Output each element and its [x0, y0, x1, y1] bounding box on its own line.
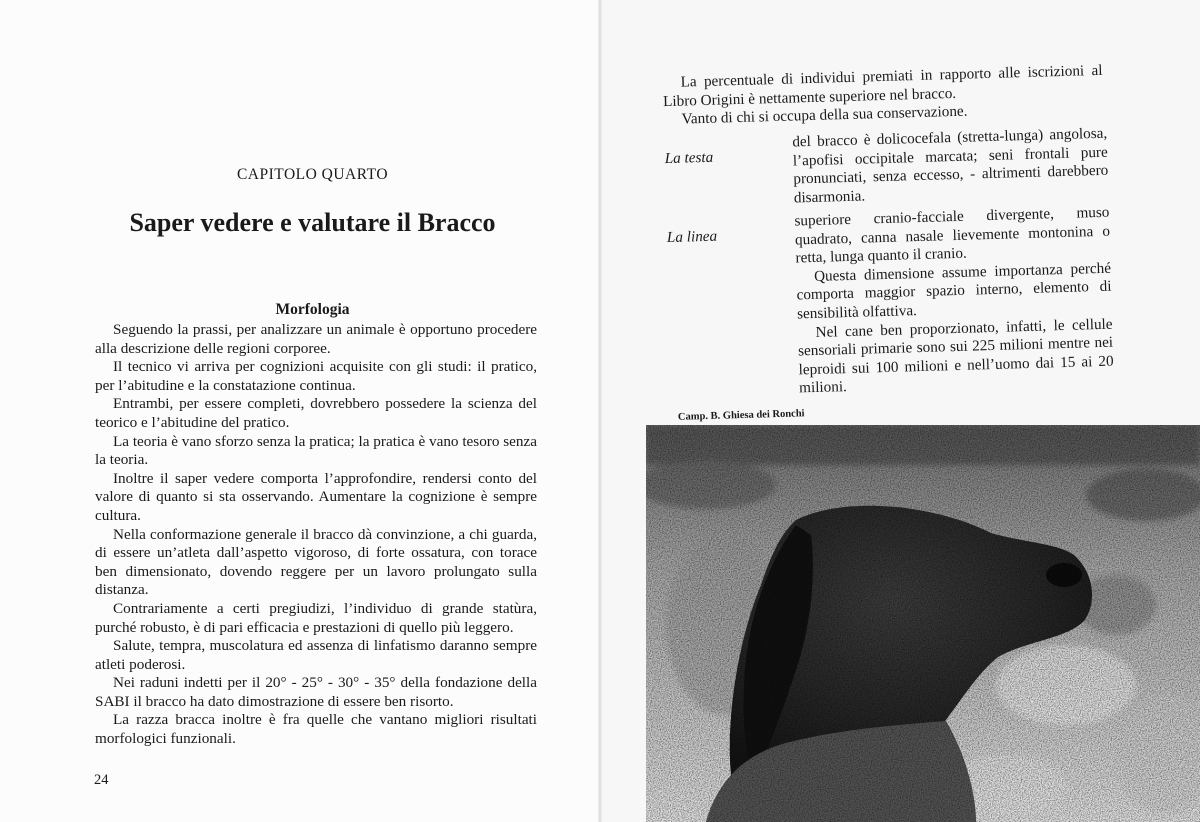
paragraph: del bracco è dolicocefala (stretta-lunga) angolosa, l’apofisi occipitale marcata; seni frontali pure pronunciati, senza eccesso, - altrimenti darebbero disarmonia. [792, 124, 1109, 207]
term-la-testa: La testa [664, 148, 714, 168]
paragraph: Questa dimensione assume importanza perché comporta maggior spazio interno, elemento di sensibilità olfattiva. [796, 259, 1112, 323]
paragraph: Entrambi, per essere completi, dovrebbero possedere la scienza del teorico e l’abitudine del pratico. [95, 395, 537, 431]
definition-la-linea [794, 204, 1114, 399]
term-la-linea: La linea [666, 227, 718, 247]
paragraph: Contrariamente a certi pregiudizi, l’individuo di grande statùra, purché robusto, è di pari efficacia e prestazioni di quello più leggero. [95, 599, 537, 636]
paragraph: Salute, tempra, muscolatura ed assenza di linfatismo daranno sempre atleti poderosi. [95, 637, 537, 673]
paragraph: La teoria è vano sforzo senza la pratica; la pratica è vano tesoro senza la teoria. [95, 432, 537, 469]
paragraph: superiore cranio-facciale divergente, muso quadrato, canna nasale lievemente montonina o retta, lunga quanto il cranio. [794, 203, 1111, 267]
paragraph: Nella conformazione generale il bracco dà convinzione, a chi guarda, di essere un’atleta dall’aspetto vigoroso, di forte ossatura, con torace ben dimensionato, dovendo reggere per un lavoro prolungato sulla distanza. [95, 525, 537, 599]
left-body-text [95, 321, 537, 749]
chapter-label: CAPITOLO QUARTO [236, 166, 389, 183]
dog-photo [646, 425, 1200, 822]
chapter-title: Saper vedere e valutare il Bracco [129, 208, 496, 237]
paragraph: Il tecnico vi arriva per cognizioni acquisite con gli studi: il pratico, per l’abitudine e la constatazione continua. [95, 358, 537, 394]
paragraph: Nei raduni indetti per il 20° - 25° - 30° - 35° della fondazione della SABI il bracco ha dato dimostrazione di essere ben risorto. [95, 674, 537, 710]
paragraph: Vanto di chi si occupa della sua conservazione. [681, 102, 968, 128]
photo-caption: Camp. B. Ghiesa dei Ronchi [677, 408, 805, 423]
paragraph: Seguendo la prassi, per analizzare un animale è opportuno procedere alla descrizione delle regioni corporee. [95, 321, 537, 357]
paragraph: La percentuale di individui premiati in rapporto alle iscrizioni al Libro Origini è nettamente superiore nel bracco. [662, 61, 1103, 110]
page-number: 24 [94, 772, 109, 788]
intro-text [662, 62, 1103, 130]
definition-la-testa [792, 125, 1109, 208]
paragraph: Inoltre il saper vedere comporta l’approfondire, rendersi conto del valore di quanto si sta osservando. Aumentare la cognizione è sempre cultura. [95, 469, 537, 524]
paragraph: Nel cane ben proporzionato, infatti, le cellule sensoriali primarie sono sui 225 milioni mentre nei leproidi sui 100 milioni e nell’uomo dai 15 ai 20 milioni. [797, 315, 1114, 397]
paragraph: La razza bracca inoltre è fra quelle che vantano migliori risultati morfologici funzionali. [95, 711, 537, 748]
section-title: Morfologia [275, 301, 350, 318]
